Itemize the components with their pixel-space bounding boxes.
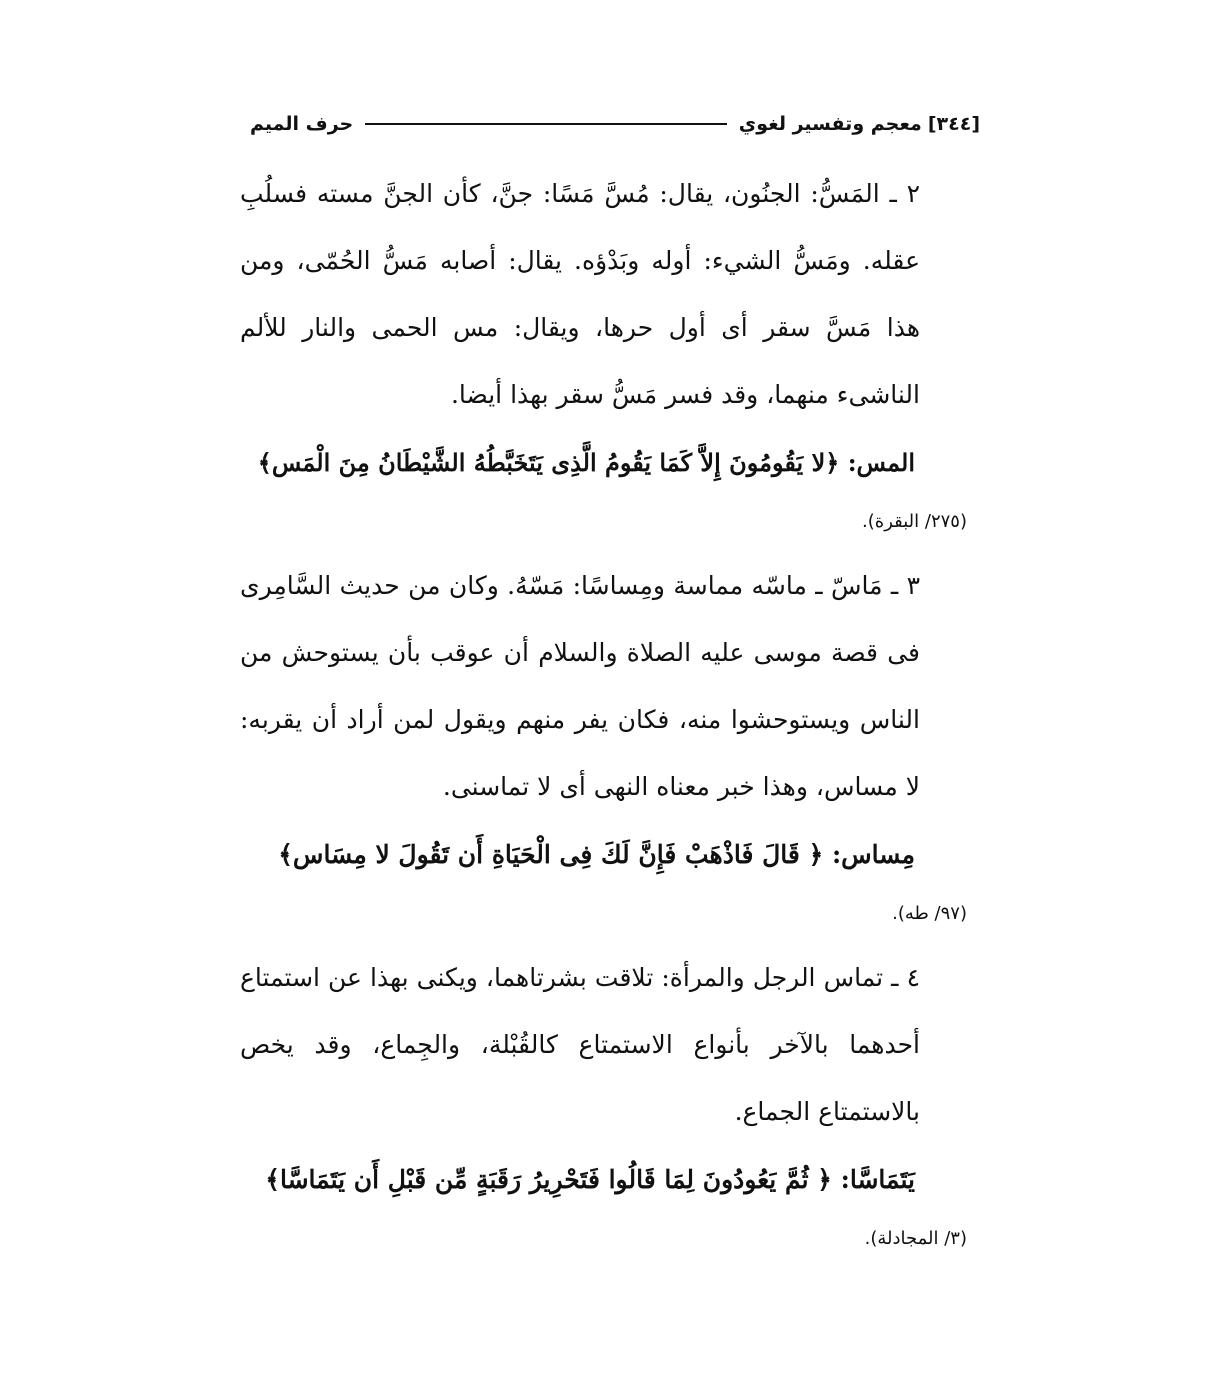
quran-quote-line (240, 434, 975, 492)
quran-quote: ﴿لا يَقُومُونَ إِلاَّ كَمَا يَقُومُ الَّذِى يَتَخَبَّطُهُ الشَّيْطَانُ مِنَ الْمَس﴾ (257, 448, 840, 477)
quote-source: (٩٧/ طه). (892, 903, 967, 924)
quote-source: (٢٧٥/ البقرة). (862, 511, 967, 532)
quote-lead: يَتَمَاسَّا: (840, 1165, 915, 1194)
quran-quote-line (240, 826, 975, 884)
quran-quote-line (240, 1151, 975, 1209)
entry-text: ٣ ـ مَاسّ ـ ماسّه مماسة ومِساسًا: مَسّهُ. وكان من حديث السَّامِرى فى قصة موسى عليه الصلاة والسلام أن عوقب بأن يستوحش من الناس ويستوحشوا منه، فكان يفر منهم ويقول لمن أراد أن يقربه: لا مساس، وهذا خبر معناه النهى أى لا تماسنى. (240, 571, 920, 801)
entry-text: ٤ ـ تماس الرجل والمرأة: تلاقت بشرتاهما، ويكنى بهذا عن استمتاع أحدهما بالآخر بأنواع الاستمتاع كالقُبْلة، والجِماع، وقد يخص بالاستمتاع الجماع. (240, 963, 920, 1126)
entry-text: ٢ ـ المَسُّ: الجنُون، يقال: مُسَّ مَسًا: جنَّ، كأن الجنَّ مسته فسلُبِ عقله. ومَسُّ الشيء: أوله وبَدْؤه. يقال: أصابه مَسُّ الحُمّى، ومن هذا مَسَّ سقر أى أول حرها، ويقال: مس الحمى والنار للألم الناشىء منهما، وقد فسر مَسُّ سقر بهذا أيضا. (240, 179, 920, 409)
quran-quote: ﴿ ثُمَّ يَعُودُونَ لِمَا قَالُوا فَتَحْرِيرُ رَقَبَةٍ مِّن قَبْلِ أَن يَتَمَاسَّا﴾ (265, 1165, 832, 1194)
header-rule (365, 123, 727, 125)
quote-lead: مِساس: (831, 840, 915, 869)
quote-lead: المس: (847, 448, 915, 477)
book-title: معجم وتفسير لغوي (738, 113, 922, 135)
running-header (250, 108, 980, 140)
chapter-title: حرف الميم (250, 113, 354, 135)
page-number: [٣٤٤] (927, 113, 980, 135)
quote-source: (٣/ المجادلة). (864, 1228, 967, 1249)
quran-quote: ﴿ قَالَ فَاذْهَبْ فَإِنَّ لَكَ فِى الْحَيَاةِ أَن تَقُولَ لا مِسَاس﴾ (278, 840, 824, 869)
entries-body (240, 160, 975, 1259)
